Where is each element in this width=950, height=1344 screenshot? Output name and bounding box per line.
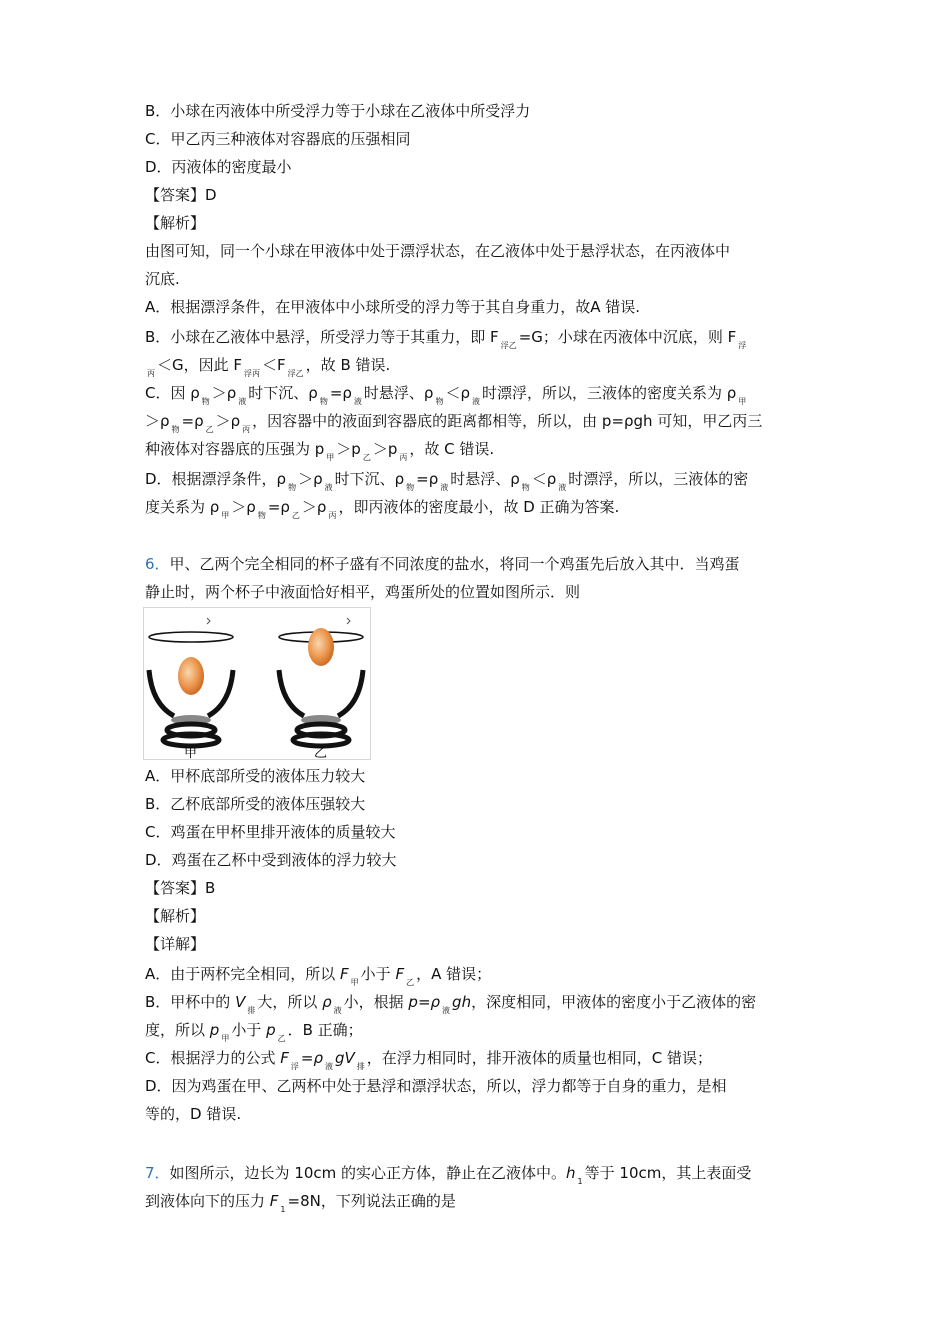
q6-analysis-heading: 【解析】 (145, 907, 206, 925)
q6-option-d: D．鸡蛋在乙杯中受到液体的浮力较大 (145, 851, 397, 869)
q6-expl-d-line-1: D．因为鸡蛋在甲、乙两杯中处于悬浮和漂浮状态，所以，浮力都等于自身的重力，是相 (145, 1077, 727, 1095)
q6-expl-b-line-2: 度，所以 p $_甲$ 小于 p $_乙$ ．B 正确； (145, 1021, 363, 1043)
q7-stem-line-1: 7．如图所示，边长为 10cm 的实心正方体，静止在乙液体中。h $_1$ 等于 10cm，其上表面受 (145, 1164, 752, 1186)
q7-number: 7． (145, 1164, 170, 1182)
q6-answer: 【答案】B (145, 879, 216, 897)
cup-left (149, 618, 233, 746)
q5-expl-line-1: 由图可知，同一个小球在甲液体中处于漂浮状态，在乙液体中处于悬浮状态，在丙液体中 (145, 242, 731, 260)
q5-expl-b-line-1: B．小球在乙液体中悬浮，所受浮力等于其重力，即 F $_{浮乙}$ =G；小球在丙液体中沉底，则 F $_浮$ (145, 328, 747, 350)
q5-expl-c-line-2: ＞ρ $_物$ =ρ $_乙$ ＞ρ $_丙$ ，因容器中的液面到容器底的距离都相等，所以，由 p=ρgh 可知，甲乙丙三 (145, 412, 763, 434)
q6-option-b: B．乙杯底部所受的液体压强较大 (145, 795, 366, 813)
q5-expl-c-line-3: 种液体对容器底的压强为 p $_甲$ ＞p $_乙$ ＞p $_丙$ ，故 C 错误. (145, 440, 495, 462)
q5-expl-a: A．根据漂浮条件，在甲液体中小球所受的浮力等于其自身重力，故A 错误. (145, 298, 641, 316)
q6-number: 6． (145, 555, 170, 573)
q6-option-a: A．甲杯底部所受的液体压力较大 (145, 767, 366, 785)
q6-stem-line-1: 6．甲、乙两个完全相同的杯子盛有不同浓度的盐水，将同一个鸡蛋先后放入其中．当鸡蛋 (145, 555, 740, 573)
q5-option-d: D．丙液体的密度最小 (145, 158, 292, 176)
q6-expl-b-line-1: B．甲杯中的 V $_排$ 大，所以 ρ $_液$ 小，根据 p=ρ $_液$ gh，深度相同，甲液体的密度小于乙液体的密 (145, 993, 757, 1015)
q7-stem-line-2: 到液体向下的压力 F $_1$ =8N，下列说法正确的是 (145, 1192, 456, 1214)
egg-in-left-cup (178, 657, 204, 695)
q6-expl-a: A．由于两杯完全相同，所以 F $_甲$ 小于 F $_乙$ ，A 错误； (145, 965, 492, 987)
q5-expl-c-line-1: C．因 ρ $_物$ ＞ρ $_液$ 时下沉、ρ $_物$ =ρ $_液$ 时悬浮、ρ $_物$ ＜ρ $_液$ 时漂浮，所以，三液体的密度关系为 ρ $_甲$ (145, 384, 747, 406)
cup-right (279, 618, 363, 746)
q6-expl-d-line-2: 等的，D 错误. (145, 1105, 242, 1123)
q5-expl-d-line-1: D．根据漂浮条件，ρ $_物$ ＞ρ $_液$ 时下沉、ρ $_物$ =ρ $_液$ 时悬浮、ρ $_物$ ＜ρ $_液$ 时漂浮，所以，三液体的密 (145, 470, 749, 492)
q5-analysis-heading: 【解析】 (145, 214, 206, 232)
cups-illustration (144, 608, 370, 759)
q5-answer: 【答案】D (145, 186, 217, 204)
q6-stem-line-2: 静止时，两个杯子中液面恰好相平，鸡蛋所处的位置如图所示．则 (145, 583, 581, 601)
q5-expl-b-line-2: $_丙$ ＜G，因此 F $_{浮丙}$ ＜F $_{浮乙}$ ，故 B 错误. (147, 356, 391, 378)
q6-option-c: C．鸡蛋在甲杯里排开液体的质量较大 (145, 823, 396, 841)
q6-detail-heading: 【详解】 (145, 935, 206, 953)
label-yi: 乙 (314, 746, 328, 759)
q5-option-b: B．小球在丙液体中所受浮力等于小球在乙液体中所受浮力 (145, 102, 531, 120)
q6-expl-c: C．根据浮力的公式 F $_浮$ =ρ $_液$ gV $_排$ ，在浮力相同时，排开液体的质量也相同，C 错误； (145, 1049, 713, 1071)
q5-option-c: C．甲乙丙三种液体对容器底的压强相同 (145, 130, 411, 148)
q5-expl-line-2: 沉底. (145, 270, 180, 288)
q5-expl-d-line-2: 度关系为 ρ $_甲$ ＞ρ $_物$ =ρ $_乙$ ＞ρ $_丙$ ，即丙液体的密度最小，故 D 正确为答案. (145, 498, 620, 520)
egg-in-right-cup (308, 628, 334, 666)
label-jia: 甲 (184, 746, 198, 759)
q6-figure-two-cups (143, 607, 371, 760)
